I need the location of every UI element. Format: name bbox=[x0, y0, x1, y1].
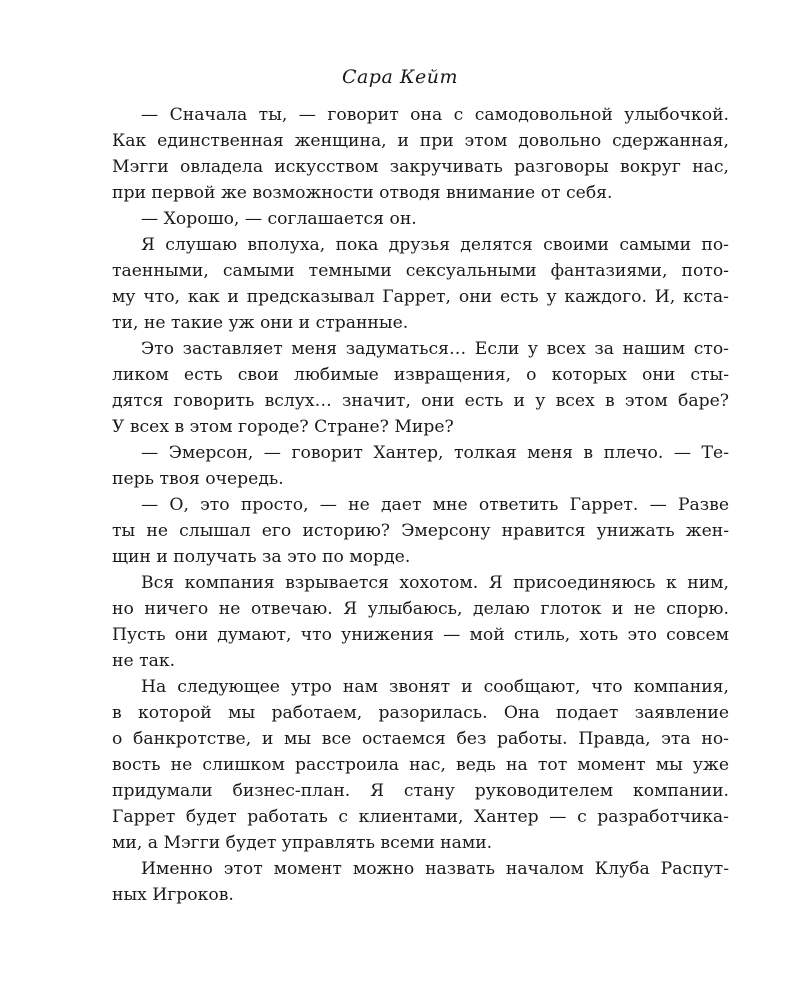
text-line: Как единственная женщина, и при этом довольно сдержанная, bbox=[112, 131, 729, 151]
text-line: Я слушаю вполуха, пока друзья делятся своими самыми по- bbox=[141, 235, 729, 255]
text-line: — О, это просто, — не дает мне ответить Гаррет. — Разве bbox=[141, 495, 729, 515]
text-line: — Сначала ты, — говорит она с самодовольной улыбочкой. bbox=[141, 105, 729, 125]
text-line: дятся говорить вслух… значит, они есть и у всех в этом баре? bbox=[112, 391, 729, 411]
text-line: У всех в этом городе? Стране? Мире? bbox=[112, 417, 454, 437]
text-line: о банкротстве, и мы все остаемся без работы. Правда, эта но- bbox=[112, 729, 729, 749]
text-line: но ничего не отвечаю. Я улыбаюсь, делаю глоток и не спорю. bbox=[112, 599, 729, 619]
text-line: при первой же возможности отводя внимание от себя. bbox=[112, 183, 613, 203]
text-line: Вся компания взрывается хохотом. Я присоединяюсь к ним, bbox=[141, 573, 729, 593]
text-line: щин и получать за это по морде. bbox=[112, 547, 411, 567]
text-line: Гаррет будет работать с клиентами, Хантер — с разработчика- bbox=[112, 807, 729, 827]
text-line: придумали бизнес-план. Я стану руководителем компании. bbox=[112, 781, 729, 801]
text-line: ты не слышал его историю? Эмерсону нравится унижать жен- bbox=[112, 521, 729, 541]
text-line: ных Игроков. bbox=[112, 885, 234, 905]
text-line: в которой мы работаем, разорилась. Она подает заявление bbox=[112, 703, 729, 723]
text-line: Пусть они думают, что унижения — мой стиль, хоть это совсем bbox=[112, 625, 729, 645]
text-line: таенными, самыми темными сексуальными фантазиями, пото- bbox=[112, 261, 729, 281]
text-line: Это заставляет меня задуматься… Если у всех за нашим сто- bbox=[141, 339, 729, 359]
text-line: Мэгги овладела искусством закручивать разговоры вокруг нас, bbox=[112, 157, 729, 177]
text-line: — Эмерсон, — говорит Хантер, толкая меня в плечо. — Те- bbox=[141, 443, 729, 463]
running-head-author: Сара Кейт bbox=[341, 66, 459, 88]
text-line: ликом есть свои любимые извращения, о которых они сты- bbox=[112, 365, 729, 385]
text-line: Именно этот момент можно назвать началом Клуба Распут- bbox=[141, 859, 729, 879]
text-line: ти, не такие уж они и странные. bbox=[112, 313, 409, 333]
text-line: ми, а Мэгги будет управлять всеми нами. bbox=[112, 833, 493, 853]
text-line: перь твоя очередь. bbox=[112, 469, 284, 489]
text-line: не так. bbox=[112, 651, 176, 671]
text-line: вость не слишком расстроила нас, ведь на тот момент мы уже bbox=[112, 755, 729, 775]
text-line: му что, как и предсказывал Гаррет, они есть у каждого. И, кста- bbox=[112, 287, 729, 307]
text-line: На следующее утро нам звонят и сообщают, что компания, bbox=[141, 677, 729, 697]
text-line: — Хорошо, — соглашается он. bbox=[141, 209, 417, 229]
